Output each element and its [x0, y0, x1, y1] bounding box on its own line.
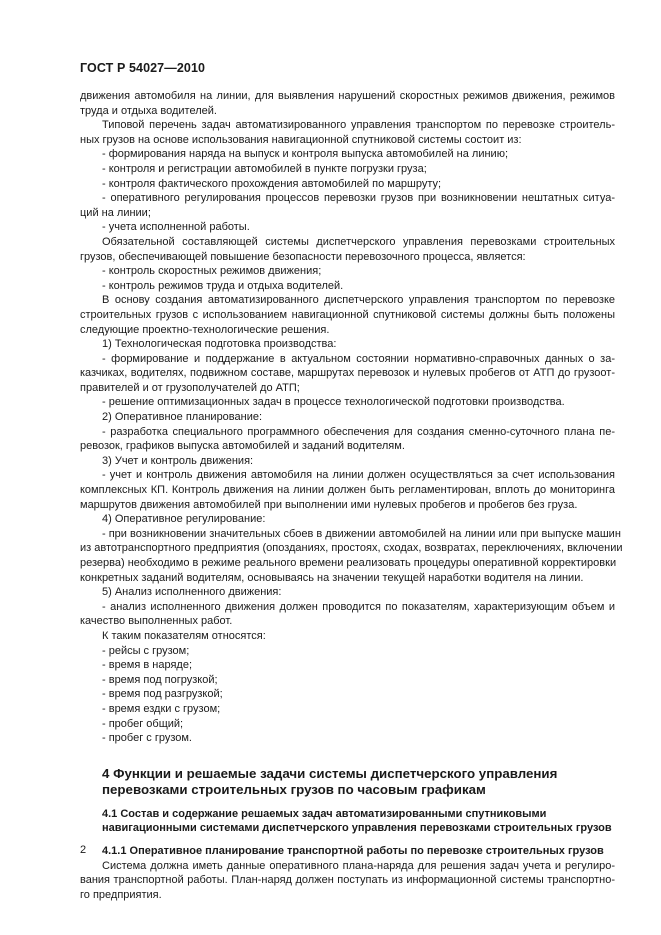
list-item: - время ездки с грузом; [102, 702, 221, 715]
list-item: - формирование и поддержание в актуальном состоянии нормативно-справочных данных о за- [102, 352, 615, 365]
list-item: - контроль скоростных режимов движения; [102, 265, 322, 278]
list-item: - учет и контроль движения автомобиля на линии должен осуществляться за счет использования [102, 469, 615, 482]
text-line: ций на линии; [80, 206, 151, 219]
numbered-item: 4) Оперативное регулирование: [102, 513, 266, 526]
numbered-item: 3) Учет и контроль движения: [102, 454, 254, 467]
text-line: ревозок, графиков выпуска автомобилей и заданий водителям. [80, 440, 405, 453]
text-line: маршрутов движения автомобилей при выполнении ими нулевых пробегов и пробегов без груза. [80, 498, 578, 511]
section-heading: 4 Функции и решаемые задачи системы диспетчерского управления [102, 765, 558, 781]
list-item: - время под разгрузкой; [102, 688, 223, 701]
standard-header: ГОСТ Р 54027—2010 [80, 61, 206, 75]
list-item: - пробег общий; [102, 717, 184, 730]
list-item: - пробег с грузом. [102, 732, 192, 745]
list-item: - решение оптимизационных задач в процессе технологической подготовки производства. [102, 396, 565, 409]
list-item: - время под погрузкой; [102, 673, 218, 686]
text-line: комплексных КП. Контроль движения на линии должен быть регламентирован, вплоть до мониторинга [80, 484, 615, 497]
text-line: движения автомобиля на линии, для выявления нарушений скоростных режимов движения, режимов [80, 90, 615, 102]
body-text [80, 89, 623, 902]
page-number: 2 [80, 844, 87, 856]
subsection-heading: 4.1 Состав и содержание решаемых задач автоматизированными спутниковыми [102, 807, 547, 820]
list-item: - формирования наряда на выпуск и контроля выпуска автомобилей на линию; [102, 148, 509, 161]
list-item: - учета исполненной работы. [102, 221, 250, 234]
text-line: следующие проектно-технологические решения. [80, 323, 330, 336]
text-line: Обязательной составляющей системы диспетчерского управления перевозками строительных [102, 235, 615, 248]
text-line: ных грузов на основе использования навигационной спутниковой системы состоит из: [80, 133, 522, 146]
text-line: вания транспортной работы. План-наряд должен поступать из информационной системы транспортно- [80, 874, 615, 887]
text-line: Типовой перечень задач автоматизированного управления транспортом по перевозке строитель- [102, 119, 615, 132]
text-line: К таким показателям относятся: [102, 629, 266, 642]
subsection-heading: навигационными системами диспетчерского управления перевозками строительных грузов [102, 822, 612, 835]
text-line: строительных грузов с использованием навигационной спутниковой системы должны быть положены [80, 308, 615, 321]
list-item: - контроля фактического прохождения автомобилей по маршруту; [102, 177, 442, 190]
section-heading: перевозками строительных грузов по часовым графикам [102, 782, 486, 798]
list-item: - контроля и регистрации автомобилей в пункте погрузки груза; [102, 162, 427, 175]
list-item: - при возникновении значительных сбоев в движении автомобилей на линии или при выпуске машин [102, 527, 621, 540]
text-line: грузов, обеспечивающей повышение безопасности перевозочного процесса, является: [80, 250, 526, 263]
text-line: резерва) необходимо в режиме реального времени реализовать процедуры оперативной корректировки [80, 557, 617, 569]
text-line: труда и отдыха водителей. [80, 104, 217, 117]
text-line: из автотранспортного предприятия (опозданиях, простоях, сходах, возвратах, переключениях, включении [80, 542, 623, 555]
numbered-item: 1) Технологическая подготовка производства: [102, 338, 337, 351]
list-item: - оперативного регулирования процессов перевозки грузов при возникновении нештатных ситуа- [102, 192, 615, 205]
numbered-item: 2) Оперативное планирование: [102, 411, 263, 424]
list-item: - время в наряде; [102, 659, 193, 672]
numbered-item: 5) Анализ исполненного движения: [102, 586, 282, 599]
text-line: В основу создания автоматизированного диспетчерского управления транспортом по перевозке [102, 294, 615, 307]
text-line: го предприятия. [80, 888, 162, 901]
text-line: конкретных заданий водителям, основываясь на значении текущей наработки водителя на линии. [80, 571, 584, 584]
text-line: Система должна иметь данные оперативного плана-наряда для решения задач учета и регулиро- [102, 859, 615, 872]
text-line: казчиках, водителях, подвижном составе, маршрутах перевозок и нулевых пробегов от АТП до грузоот- [80, 367, 615, 380]
text-line: правителей и от грузополучателей до АТП; [80, 381, 300, 394]
subsubsection-heading: 4.1.1 Оперативное планирование транспортной работы по перевозке строительных грузов [102, 844, 604, 857]
text-line: качество выполненных работ. [80, 615, 233, 628]
list-item: - анализ исполненного движения должен проводится по показателям, характеризующим объем и [102, 600, 615, 613]
list-item: - разработка специального программного обеспечения для создания сменно-суточного плана пе- [102, 425, 615, 438]
list-item: - рейсы с грузом; [102, 644, 190, 657]
list-item: - контроль режимов труда и отдыха водителей. [102, 279, 344, 292]
